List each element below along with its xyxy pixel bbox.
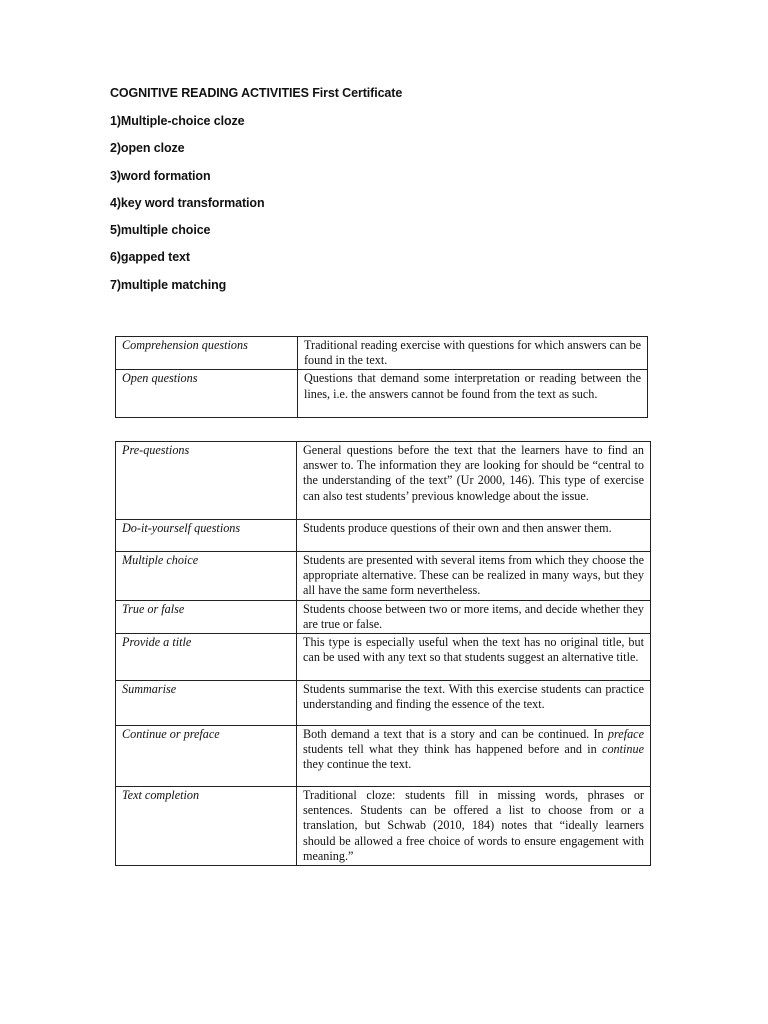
description-cell: Students are presented with several items from which they choose the appropriate alternative. These can be realized in many ways, but they all have the same form nevertheless. bbox=[297, 552, 651, 601]
description-cell: General questions before the text that the learners have to find an answer to. The information they are looking for should be “central to the understanding of the text” (Ur 2000, 146). This type of exercise can also test students’ previous knowledge about the issue. bbox=[297, 442, 651, 520]
description-cell: Students produce questions of their own and then answer them. bbox=[297, 520, 651, 552]
text-fragment: students tell what they think has happened before and in bbox=[303, 742, 603, 757]
term-cell: True or false bbox=[116, 600, 297, 633]
activity-item: 7)multiple matching bbox=[110, 277, 227, 292]
description-cell: Traditional reading exercise with questions for which answers can be found in the text. bbox=[298, 337, 648, 370]
term-cell: Do-it-yourself questions bbox=[116, 520, 297, 552]
description-cell: Questions that demand some interpretation or reading between the lines, i.e. the answers cannot be found from the text as such. bbox=[298, 370, 648, 418]
activity-item: 4)key word transformation bbox=[110, 195, 265, 210]
activity-item: 5)multiple choice bbox=[110, 223, 211, 238]
table-row bbox=[116, 634, 651, 681]
document-heading: COGNITIVE READING ACTIVITIES First Certificate bbox=[110, 86, 403, 100]
description-cell: This type is especially useful when the text has no original title, but can be used with any text so that students suggest an alternative title. bbox=[297, 634, 651, 681]
term-cell: Multiple choice bbox=[116, 552, 297, 601]
table-row bbox=[116, 442, 651, 520]
text-fragment: they continue the text. bbox=[303, 757, 412, 772]
description-cell bbox=[297, 726, 651, 787]
term-cell: Open questions bbox=[116, 370, 298, 418]
activity-item: 1)Multiple-choice cloze bbox=[110, 114, 245, 128]
table-row bbox=[116, 520, 651, 552]
term-cell: Provide a title bbox=[116, 634, 297, 681]
description-cell: Traditional cloze: students fill in missing words, phrases or sentences. Students can be offered a list to choose from or a translation, but Schwab (2010, 184) notes that “ideally learners should be allowed a free choice of words to ensure engagement with meaning.” bbox=[297, 787, 651, 866]
activity-item: 2)open cloze bbox=[110, 141, 185, 156]
term-cell: Continue or preface bbox=[116, 726, 297, 787]
term-cell: Summarise bbox=[116, 681, 297, 726]
table-row bbox=[116, 681, 651, 726]
table-row bbox=[116, 726, 651, 787]
text-fragment: Both demand a text that is a story and can be continued. In bbox=[303, 727, 608, 742]
term-cell: Pre-questions bbox=[116, 442, 297, 520]
description-cell: Students summarise the text. With this exercise students can practice understanding and finding the essence of the text. bbox=[297, 681, 651, 726]
table-row bbox=[116, 600, 651, 633]
emphasized-word: preface bbox=[607, 727, 644, 742]
description-cell: Students choose between two or more items, and decide whether they are true or false. bbox=[297, 600, 651, 633]
table-row bbox=[116, 552, 651, 601]
table-row bbox=[116, 787, 651, 866]
activity-item: 6)gapped text bbox=[110, 250, 190, 265]
table-row bbox=[116, 337, 648, 370]
term-cell: Text completion bbox=[116, 787, 297, 866]
activities-table bbox=[115, 441, 651, 866]
questions-table bbox=[115, 336, 648, 418]
term-cell: Comprehension questions bbox=[116, 337, 298, 370]
table-row bbox=[116, 370, 648, 418]
activity-item: 3)word formation bbox=[110, 168, 211, 183]
activities-list bbox=[110, 114, 264, 305]
emphasized-word: continue bbox=[602, 742, 644, 757]
